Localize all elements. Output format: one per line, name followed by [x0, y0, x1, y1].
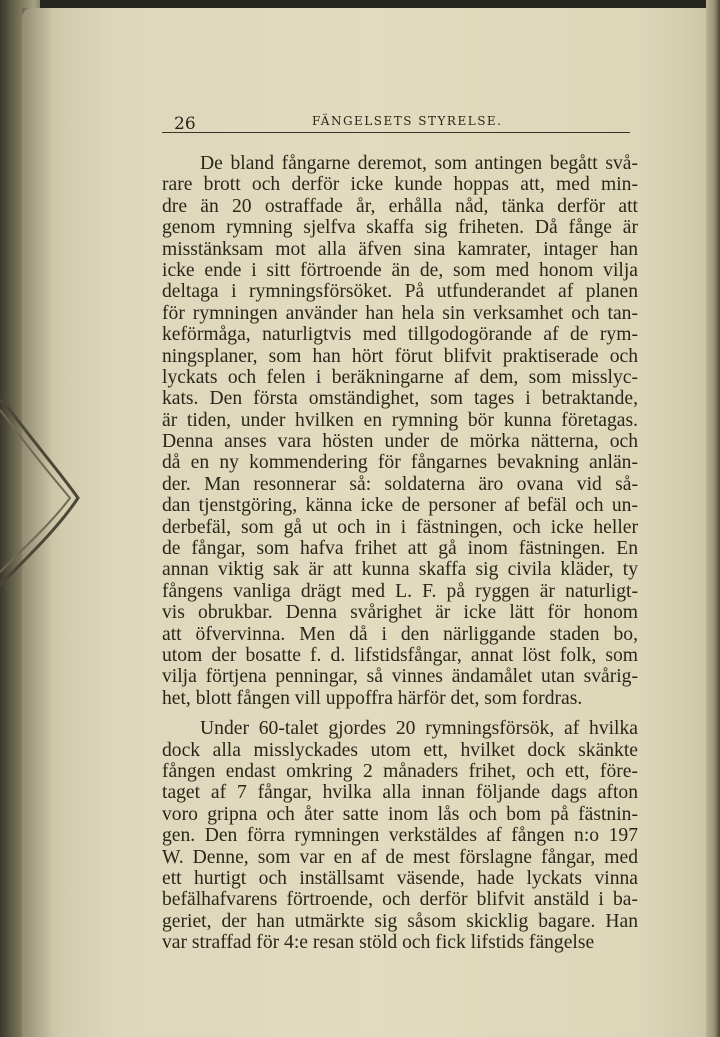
text-line: derbefäl, som gå ut och in i fästningen, och icke heller — [162, 516, 638, 538]
text-line: dre än 20 ostraffade år, erhålla nåd, tänka derför att — [162, 195, 638, 217]
running-title: FÄNGELSETS STYRELSE. — [312, 114, 503, 128]
text-line: geriet, der han utmärkte sig såsom skicklig bagare. Han — [162, 910, 638, 932]
text-line: för rymningen använder han hela sin verksamhet och tan- — [162, 302, 638, 324]
text-line: befälhafvarens förtroende, och derför blifvit anstäld i ba- — [162, 889, 638, 911]
page-header — [162, 108, 630, 133]
text-line: genom rymning sjelfva skaffa sig friheten. Då fånge är — [162, 217, 638, 239]
text-line: vis obrukbar. Denna svårighet är icke lätt för honom — [162, 602, 638, 624]
text-line: kats. Den första omständighet, som tages i betraktande, — [162, 388, 638, 410]
text-line: Under 60-talet gjordes 20 rymningsförsök, af hvilka — [200, 718, 638, 740]
text-line: dock alla misslyckades utom ett, hvilket dock skänkte — [162, 739, 638, 761]
text-line: De bland fångarne deremot, som antingen begått svå- — [200, 153, 638, 174]
text-line: fångens vanliga drägt med L. F. på ryggen är naturligt- — [162, 580, 638, 602]
text-line: att öfvervinna. Men då i den närliggande staden bo, — [162, 623, 638, 645]
text-line: taget af 7 fångar, hvilka alla innan följande dags afton — [162, 782, 638, 804]
text-line: fången endast omkring 2 månaders frihet, och ett, före- — [162, 760, 638, 782]
text-line: då en ny kommendering för fångarnes bevakning anlän- — [162, 452, 638, 474]
text-line: Denna anses vara hösten under de mörka nätterna, och — [162, 431, 638, 453]
text-line: dan tjenstgöring, känna icke de personer af befäl och un- — [162, 495, 638, 517]
text-line: W. Denne, som var en af de mest förslagne fångar, med — [162, 846, 638, 868]
text-line: gen. Den förra rymningen verkstäldes af fången n:o 197 — [162, 825, 638, 847]
text-line: var straffad för 4:e resan stöld och fick lifstids fängelse — [162, 932, 595, 954]
page-edge-right — [706, 0, 720, 1037]
text-line: het, blott fången vill uppoffra härför det, som fordras. — [162, 687, 583, 709]
paragraph-gap — [162, 709, 638, 718]
text-line: de fångar, som hafva frihet att gå inom fästningen. En — [162, 538, 638, 560]
text-line: utom der bosatte f. d. lifstidsfångar, annat löst folk, som — [162, 644, 638, 666]
text-line: deltaga i rymningsförsöket. På utfunderandet af planen — [162, 281, 638, 303]
text-line: rare brott och derför icke kunde hoppas att, med min- — [162, 174, 638, 196]
body-text — [162, 153, 638, 953]
page-number: 26 — [174, 114, 196, 134]
text-line: annan viktig sak är att kunna skaffa sig civila kläder, ty — [162, 559, 638, 581]
paragraphs — [162, 153, 638, 953]
paragraph — [162, 718, 638, 953]
text-line: ningsplaner, som han hört förut blifvit praktiserade och — [162, 345, 638, 367]
text-line: vilja förtjena penningar, så vinnes ändamålet utan svårig- — [162, 666, 638, 688]
text-line: ett hurtigt och inställsamt väsende, hade lyckats vinna — [162, 867, 638, 889]
text-line: keförmåga, naturligtvis med tillgodogörande af de rym- — [162, 324, 638, 346]
paragraph — [162, 153, 638, 709]
text-line: är tiden, under hvilken en rymning bör kunna företagas. — [162, 409, 638, 431]
text-line: misstänksam mot alla äfven sina kamrater, intager han — [162, 238, 638, 260]
text-line: der. Man resonnerar så: soldaterna äro ovana vid så- — [162, 473, 638, 495]
text-line: icke ende i sitt förtroende än de, som med honom vilja — [162, 259, 638, 281]
text-line: voro gripna och åter satte inom lås och bom på fästnin- — [162, 803, 638, 825]
bookmark-ribbon — [0, 380, 90, 620]
text-line: lyckats och felen i beräkningarne af dem, som misslyc- — [162, 366, 638, 388]
